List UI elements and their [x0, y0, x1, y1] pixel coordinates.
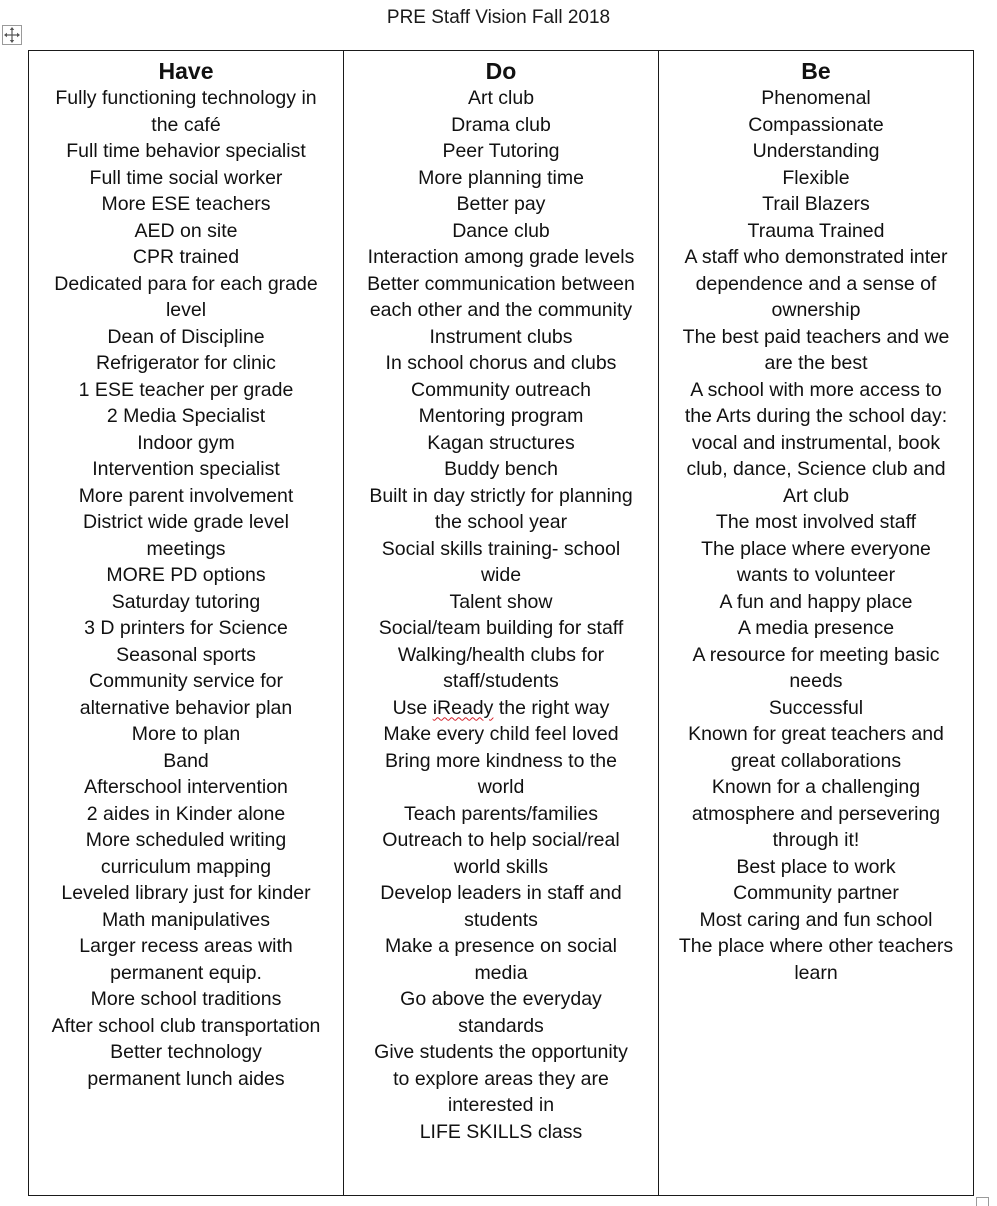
list-item — [35, 589, 337, 616]
list-item-line: Dedicated para for each grade — [54, 272, 318, 295]
list-item-line: More ESE teachers — [101, 193, 271, 215]
list-item-line: Art club — [782, 484, 850, 507]
list-item-line: Saturday tutoring — [111, 590, 261, 613]
list-item — [350, 483, 652, 536]
list-item-line: each other and the community — [369, 299, 633, 321]
column-header-have: Have — [158, 58, 214, 84]
list-item-line: CPR trained — [132, 246, 240, 268]
column-header-do: Do — [485, 58, 517, 84]
list-item-line: Kagan structures — [427, 431, 575, 454]
list-item — [350, 191, 652, 218]
list-item — [350, 1119, 652, 1146]
list-item-line: Leveled library just for kinder — [61, 882, 311, 904]
list-item-line: The place where everyone — [701, 537, 931, 560]
list-item — [665, 509, 967, 536]
list-item-line: atmosphere and persevering — [691, 802, 941, 825]
list-item — [665, 377, 967, 510]
list-item — [665, 880, 967, 907]
list-item — [35, 907, 337, 934]
column-header-be: Be — [801, 58, 831, 84]
list-item-line: Full time social worker — [89, 166, 283, 189]
list-item-line: Indoor gym — [137, 431, 235, 454]
list-item-line: A staff who demonstrated inter — [684, 246, 948, 268]
list-item-line: Trauma Trained — [747, 219, 885, 242]
list-item-line: are the best — [764, 352, 868, 374]
list-item-line: Known for a challenging — [711, 776, 921, 798]
list-item-line: Community partner — [733, 882, 899, 904]
spellcheck-marked-word: iReady — [432, 696, 494, 719]
list-item-line: Community outreach — [411, 378, 591, 401]
list-item-line: Make a presence on social — [385, 935, 617, 957]
list-item-line: District wide grade level — [83, 511, 289, 533]
list-item-line: More scheduled writing — [85, 829, 287, 851]
list-item-line: staff/students — [443, 670, 559, 692]
list-item-line: permanent equip. — [110, 961, 262, 984]
list-item-line: Dean of Discipline — [107, 325, 265, 348]
list-item — [350, 589, 652, 616]
list-item-line: The place where other teachers — [678, 935, 954, 957]
list-item — [35, 721, 337, 748]
list-item-line: club, dance, Science club and — [686, 458, 946, 480]
list-item — [35, 880, 337, 907]
list-item — [35, 1013, 337, 1040]
list-item-line: A resource for meeting basic — [692, 643, 940, 666]
list-item-line: interested in — [447, 1094, 555, 1116]
list-item-line: LIFE SKILLS class — [419, 1120, 583, 1143]
list-item — [35, 271, 337, 324]
list-item — [350, 748, 652, 801]
list-item — [35, 483, 337, 510]
list-item — [350, 324, 652, 351]
list-item-line: MORE PD options — [106, 564, 266, 586]
list-item — [350, 456, 652, 483]
list-item-line: 3 D printers for Science — [84, 617, 288, 639]
list-item — [665, 854, 967, 881]
list-item — [35, 562, 337, 589]
list-item — [665, 324, 967, 377]
list-item-line: Built in day strictly for planning — [369, 484, 633, 507]
list-item-line: Fully functioning technology in — [55, 87, 317, 109]
list-item — [35, 244, 337, 271]
list-item-line: Develop leaders in staff and — [380, 882, 622, 904]
list-item-line: great collaborations — [730, 749, 902, 772]
list-item-line: Use iReady the right way — [392, 696, 610, 719]
list-item-line: 2 Media Specialist — [106, 405, 266, 427]
list-item-line: curriculum mapping — [100, 855, 272, 878]
list-item — [665, 138, 967, 165]
list-item — [35, 801, 337, 828]
list-item-line: Seasonal sports — [116, 643, 256, 666]
list-item-line: Compassionate — [748, 113, 884, 136]
list-item-line: Art club — [467, 87, 535, 109]
list-item — [350, 986, 652, 1039]
list-item-line: A fun and happy place — [719, 590, 913, 613]
list-item-line: world skills — [453, 855, 549, 878]
list-item — [350, 377, 652, 404]
list-item — [350, 85, 652, 112]
list-item — [35, 668, 337, 721]
list-item — [665, 589, 967, 616]
list-item-line: Band — [163, 749, 209, 772]
list-item-line: AED on site — [134, 219, 238, 242]
list-item-line: Talent show — [449, 590, 553, 613]
list-item-line: Better pay — [456, 193, 546, 215]
list-item-line: through it! — [772, 829, 860, 851]
list-item-line: alternative behavior plan — [79, 696, 293, 719]
list-item — [665, 721, 967, 774]
list-item — [350, 615, 652, 642]
list-item — [350, 695, 652, 722]
list-item — [35, 377, 337, 404]
list-item-line: 2 aides in Kinder alone — [86, 802, 286, 825]
list-item-line: the Arts during the school day: — [684, 405, 948, 427]
list-item — [350, 933, 652, 986]
list-item — [35, 218, 337, 245]
list-item-line: learn — [794, 961, 838, 984]
list-item — [35, 827, 337, 880]
list-item-line: needs — [789, 670, 843, 692]
list-item-line: 1 ESE teacher per grade — [78, 378, 294, 401]
list-item — [35, 986, 337, 1013]
list-item-line: Understanding — [752, 140, 880, 162]
list-item — [665, 536, 967, 589]
list-item — [665, 165, 967, 192]
column-list-be — [665, 85, 967, 986]
column-list-do — [350, 85, 652, 1145]
list-item-line: Community service for — [89, 670, 283, 692]
list-item-line: Better communication between — [367, 272, 635, 295]
list-item-line: Phenomenal — [761, 87, 871, 109]
list-item — [350, 138, 652, 165]
list-item — [35, 403, 337, 430]
list-item — [665, 191, 967, 218]
list-item — [665, 244, 967, 324]
list-item-line: to explore areas they are — [393, 1067, 609, 1090]
list-item-line: permanent lunch aides — [87, 1067, 285, 1090]
list-item — [665, 112, 967, 139]
list-item — [665, 642, 967, 695]
list-item — [35, 350, 337, 377]
list-item-line: wants to volunteer — [736, 564, 896, 586]
list-item-line: media — [474, 961, 528, 984]
column-be — [658, 51, 973, 1195]
list-item — [35, 774, 337, 801]
list-item — [350, 350, 652, 377]
list-item — [665, 85, 967, 112]
list-item-line: wide — [480, 564, 522, 586]
list-item — [350, 271, 652, 324]
list-item — [35, 933, 337, 986]
list-item-line: Trail Blazers — [762, 193, 870, 215]
list-item — [35, 509, 337, 562]
list-item — [665, 907, 967, 934]
list-item — [350, 801, 652, 828]
column-do — [343, 51, 658, 1195]
list-item — [350, 721, 652, 748]
list-item — [35, 430, 337, 457]
list-item — [665, 933, 967, 986]
list-item-line: Instrument clubs — [429, 325, 573, 348]
list-item — [350, 244, 652, 271]
table-resize-handle[interactable] — [976, 1197, 989, 1206]
move-arrows-icon — [3, 26, 21, 44]
list-item-line: Buddy bench — [444, 458, 558, 480]
list-item — [350, 112, 652, 139]
list-item-line: Refrigerator for clinic — [96, 352, 276, 374]
list-item-line: Peer Tutoring — [442, 140, 560, 162]
list-item — [35, 456, 337, 483]
list-item — [350, 430, 652, 457]
list-item-line: The most involved staff — [715, 511, 917, 533]
list-item-line: After school club transportation — [51, 1014, 321, 1037]
list-item-line: Dance club — [452, 219, 550, 242]
list-item — [35, 642, 337, 669]
list-item-line: Drama club — [451, 113, 551, 136]
list-item-line: Larger recess areas with — [79, 935, 293, 957]
table-move-handle[interactable] — [2, 25, 22, 45]
list-item-line: The best paid teachers and we — [682, 325, 950, 348]
list-item-line: A school with more access to — [690, 378, 942, 401]
document-title: PRE Staff Vision Fall 2018 — [386, 7, 611, 28]
list-item — [35, 85, 337, 138]
list-item — [350, 880, 652, 933]
list-item-line: Walking/health clubs for — [397, 643, 605, 666]
list-item-line: Outreach to help social/real — [382, 829, 620, 851]
list-item-line: the school year — [434, 511, 568, 533]
list-item-line: the café — [151, 113, 221, 136]
list-item — [35, 748, 337, 775]
list-item-line: Known for great teachers and — [688, 723, 944, 745]
list-item-line: Afterschool intervention — [84, 776, 288, 798]
list-item-line: Intervention specialist — [92, 458, 280, 480]
list-item-line: Most caring and fun school — [699, 908, 933, 931]
list-item — [350, 403, 652, 430]
list-item — [350, 536, 652, 589]
list-item-line: Bring more kindness to the — [385, 749, 617, 772]
list-item-line: Flexible — [782, 166, 850, 189]
list-item-line: Go above the everyday — [400, 988, 602, 1010]
list-item-line: More school traditions — [90, 988, 282, 1010]
list-item — [350, 827, 652, 880]
list-item-line: Teach parents/families — [403, 802, 598, 825]
list-item-line: Mentoring program — [418, 405, 584, 427]
column-have — [29, 51, 343, 1195]
list-item-line: meetings — [146, 537, 226, 560]
list-item — [350, 218, 652, 245]
list-item — [350, 165, 652, 192]
list-item-line: Social skills training- school — [381, 537, 621, 560]
list-item — [665, 218, 967, 245]
list-item — [665, 695, 967, 722]
list-item — [35, 1039, 337, 1092]
list-item-line: level — [165, 299, 207, 321]
list-item-line: students — [464, 908, 538, 931]
list-item-line: Better technology — [110, 1041, 262, 1063]
list-item-line: In school chorus and clubs — [385, 352, 617, 374]
list-item-line: vocal and instrumental, book — [691, 431, 941, 454]
list-item-line: standards — [458, 1014, 544, 1037]
list-item-line: A media presence — [737, 617, 895, 639]
list-item — [35, 191, 337, 218]
list-item-line: More planning time — [418, 166, 584, 189]
list-item-line: Full time behavior specialist — [66, 140, 306, 162]
list-item-line: Interaction among grade levels — [367, 246, 635, 268]
list-item — [35, 324, 337, 351]
list-item — [35, 138, 337, 165]
list-item-line: Give students the opportunity — [374, 1041, 628, 1063]
list-item-line: world — [477, 776, 525, 798]
vision-table — [28, 50, 974, 1196]
list-item-line: Math manipulatives — [102, 908, 270, 931]
list-item-line: ownership — [771, 299, 861, 321]
list-item — [665, 774, 967, 854]
list-item-line: Social/team building for staff — [378, 617, 624, 639]
list-item — [350, 1039, 652, 1119]
list-item — [35, 615, 337, 642]
list-item-line: dependence and a sense of — [695, 272, 937, 295]
column-list-have — [35, 85, 337, 1092]
list-item-line: Best place to work — [736, 855, 896, 878]
list-item — [665, 615, 967, 642]
list-item-line: Successful — [768, 696, 864, 719]
list-item-line: More to plan — [131, 723, 241, 745]
list-item-line: More parent involvement — [78, 484, 294, 507]
list-item — [35, 165, 337, 192]
list-item-line: Make every child feel loved — [383, 723, 619, 745]
list-item — [350, 642, 652, 695]
